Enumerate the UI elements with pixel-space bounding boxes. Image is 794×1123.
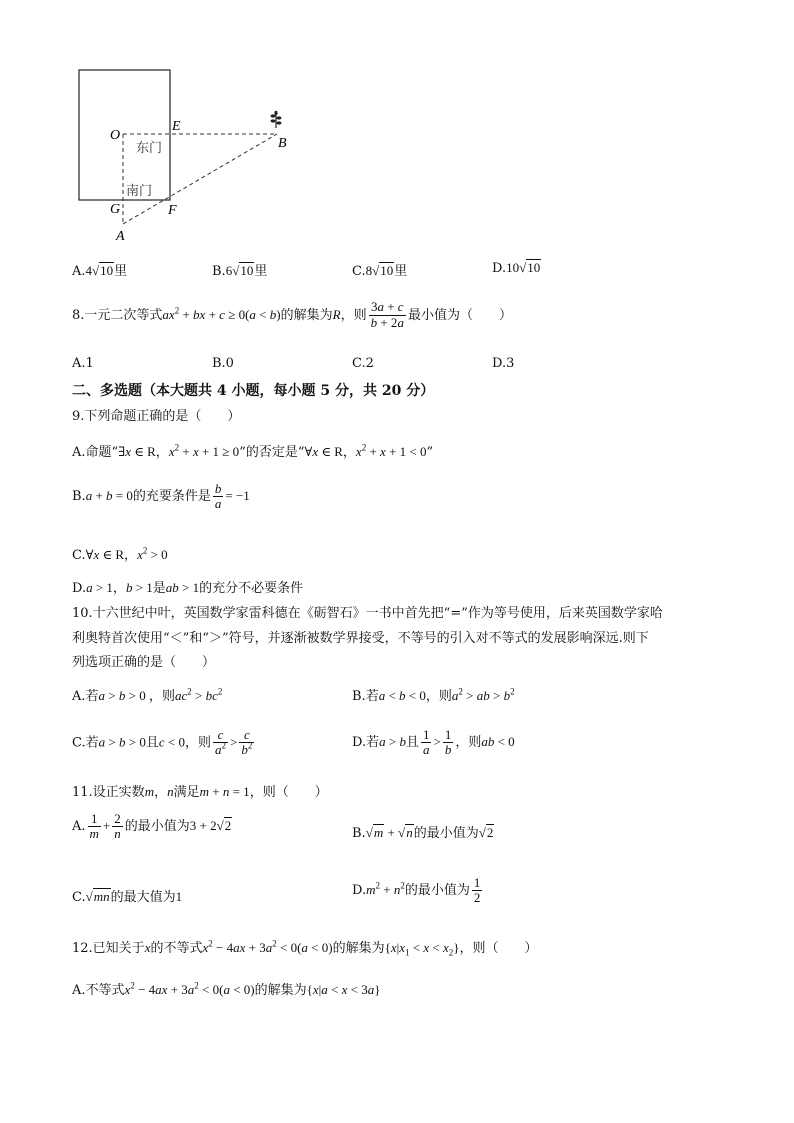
- q8-option-a[interactable]: A.1: [72, 356, 94, 371]
- q12-option-a[interactable]: A.不等式$x^2 - 4ax + 3a^2 < 0(a < 0)$的解集为{x|a < x < 3a}: [72, 980, 381, 998]
- tree-icon: [271, 111, 282, 128]
- q9-stem: 9.下列命题正确的是（ ）: [72, 409, 241, 424]
- option-coef: 10: [506, 260, 520, 275]
- q11-option-d[interactable]: $D.m^2 + n^2$的最小值为 $\frac{1}{2}$: [352, 875, 481, 905]
- option-coef: 6: [225, 263, 233, 278]
- q10-option-b[interactable]: B.若a < b < 0，则$a^2$ > ab > $b^2$: [352, 686, 515, 704]
- q10-stem-line1: 10.十六世纪中叶，英国数学家雷科德在《砺智石》一书中首先把“=”作为等号使用，后来英国数学家哈: [72, 606, 663, 621]
- q12-stem: 12.已知关于x的不等式$x^2 - 4ax + 3a^2 < 0(a < 0)$的解集为$\{x|x_1 < x < x_2\}$，则（ ）: [72, 938, 538, 958]
- q9-option-a[interactable]: A.命题“∃x ∈ R，$x^2 + x + 1 \ge 0$”的否定是“∀x ∈ R，$x^2 + x + 1 < 0$”: [72, 442, 434, 460]
- option-radicand: 10: [240, 263, 254, 278]
- option-letter: A.: [72, 264, 86, 279]
- q9-option-d[interactable]: D.a > 1，b > 1是ab > 1的充分不必要条件: [72, 580, 304, 596]
- q8-option-b[interactable]: B.0: [212, 356, 234, 371]
- option-unit: 里: [254, 264, 268, 279]
- section-heading-multi-choice: 二、多选题（本大题共 4 小题，每小题 5 分，共 20 分）: [72, 383, 435, 399]
- q10-option-a[interactable]: A.若a > b > 0 ，则$ac^2 > bc^2$: [72, 686, 223, 704]
- option-letter: B.: [212, 264, 226, 279]
- q11-option-b[interactable]: B.√m + √n的最小值为√2: [352, 825, 494, 841]
- q11-option-c[interactable]: C.√mn的最大值为1: [72, 889, 183, 905]
- option-radicand: 10: [380, 263, 394, 278]
- label-B: B: [278, 136, 287, 151]
- q8-option-c[interactable]: C.2: [352, 356, 374, 371]
- option-unit: 里: [394, 264, 408, 279]
- city-rectangle: [79, 70, 170, 200]
- label-A: A: [116, 229, 125, 244]
- q10-option-c[interactable]: C.若a > b > 0且c < 0，则 $\frac{c}{a^2}$ > $\frac{c}{b^2}$: [72, 727, 253, 757]
- q10-stem-line2: 利奥特首次使用“＜”和“＞”符号，并逐渐被数学界接受，不等号的引入对不等式的发展影响深远.则下: [72, 631, 649, 646]
- option-unit: 里: [114, 264, 128, 279]
- label-O: O: [110, 128, 121, 143]
- map-figure: [70, 62, 300, 247]
- q8-stem: 8.一元二次等式$ax^2$ + bx + c ≥ 0(a < b)的解集为R，则 $\frac{3a + c}{b + 2a}$ 最小值为（ ）: [72, 299, 512, 330]
- q9-option-c[interactable]: C.∀x ∈ R，$x^2 > 0$: [72, 545, 168, 563]
- q11-stem: 11.设正实数m，n满足m + n = 1，则（ ）: [72, 784, 328, 800]
- option-coef: 8: [365, 263, 373, 278]
- option-radicand: 10: [527, 260, 541, 275]
- label-G: G: [110, 202, 121, 217]
- q7-option-d[interactable]: D.10√10: [492, 260, 541, 276]
- option-letter: C.: [352, 264, 366, 279]
- label-E: E: [172, 119, 181, 134]
- option-letter: D.: [492, 261, 507, 276]
- label-F: F: [168, 203, 177, 218]
- q8-option-d[interactable]: D.3: [492, 356, 515, 371]
- q8-fraction: $\frac{3a + c}{b + 2a}$: [370, 299, 404, 330]
- option-radicand: 10: [100, 263, 114, 278]
- q10-option-d[interactable]: D.若a > b且 $\frac{1}{a}$ > $\frac{1}{b}$ ，则ab < 0: [352, 727, 515, 757]
- south-gate-label: 南门: [126, 184, 153, 199]
- q9-option-b[interactable]: B.a + b = 0的充要条件是 $\frac{b}{a}$ = −1: [72, 481, 250, 511]
- east-gate-label: 东门: [136, 141, 163, 156]
- option-coef: 4: [85, 263, 93, 278]
- q7-option-a[interactable]: A.4√10里: [72, 263, 128, 279]
- q7-option-c[interactable]: C.8√10里: [352, 263, 408, 279]
- q11-option-a[interactable]: A. $\frac{1}{m}$ + $\frac{2}{n}$ 的最小值为3 + 2√2: [72, 811, 232, 841]
- q7-option-b[interactable]: B.6√10里: [212, 263, 268, 279]
- q10-stem-line3: 列选项正确的是（ ）: [72, 655, 216, 670]
